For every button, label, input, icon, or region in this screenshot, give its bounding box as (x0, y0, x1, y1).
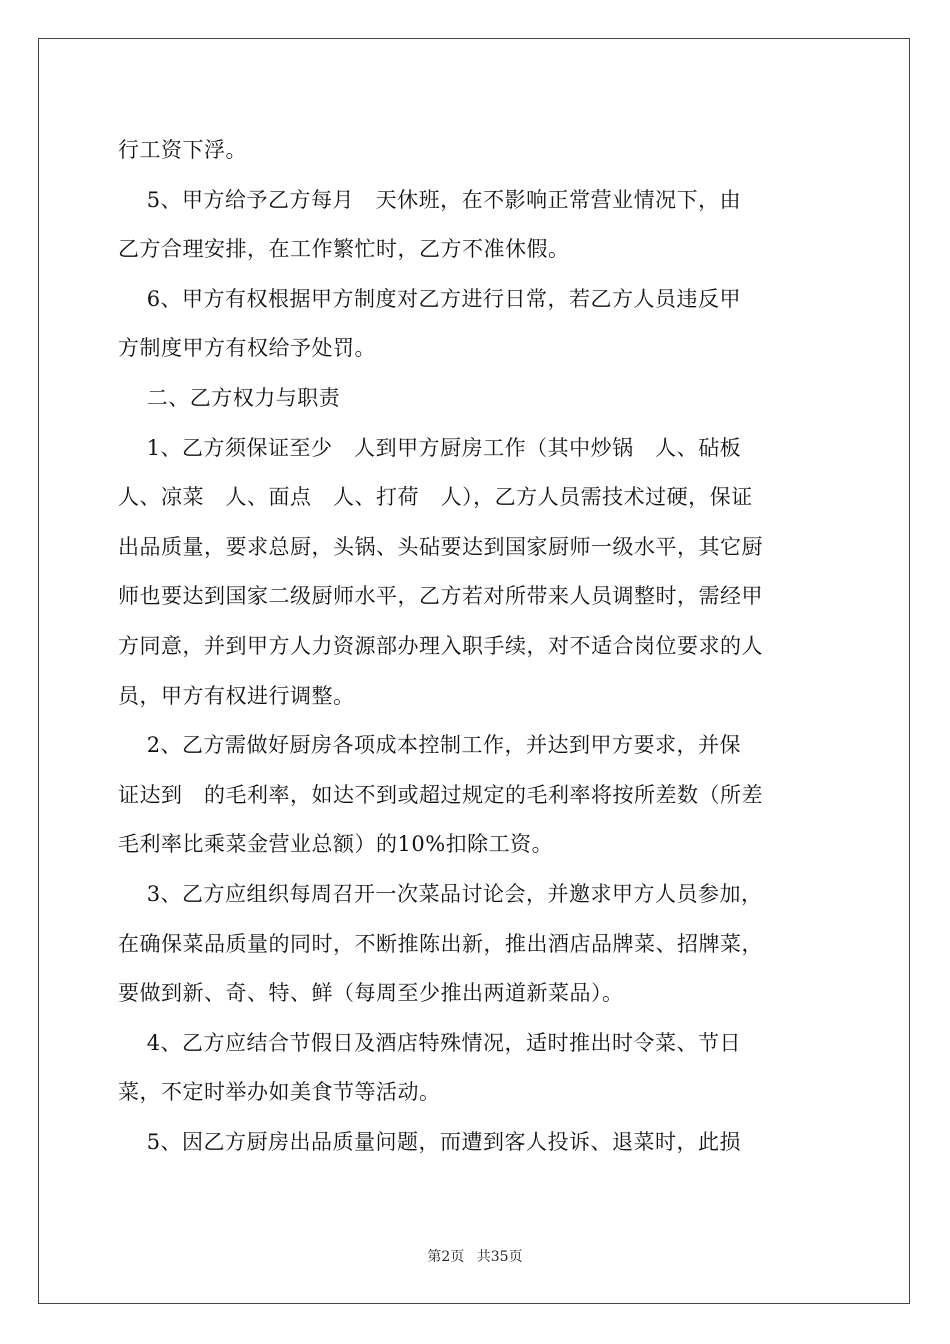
page-footer (0, 1246, 950, 1266)
text-line: 方同意，并到甲方人力资源部办理入职手续，对不适合岗位要求的人 (118, 633, 763, 658)
text-line: 员，甲方有权进行调整。 (118, 683, 355, 708)
text-line: 6、甲方有权根据甲方制度对乙方进行日常，若乙方人员违反甲 (118, 286, 742, 311)
text-line: 方制度甲方有权给予处罚。 (118, 336, 376, 361)
text-line: 乙方合理安排，在工作繁忙时，乙方不准休假。 (118, 237, 570, 262)
text-line: 师也要达到国家二级厨师水平，乙方若对所带来人员调整时，需经甲 (118, 584, 763, 609)
section-heading: 二、乙方权力与职责 (118, 385, 341, 410)
text-line: 行工资下浮。 (118, 138, 247, 162)
text-line: 2、乙方需做好厨房各项成本控制工作，并达到甲方要求，并保 (118, 733, 742, 758)
text-line: 出品质量，要求总厨，头锅、头砧要达到国家厨师一级水平，其它厨 (118, 534, 763, 559)
text-line: 毛利率比乘菜金营业总额）的10%扣除工资。 (118, 832, 554, 857)
text-line: 1、乙方须保证至少 人到甲方厨房工作（其中炒锅 人、砧板 (118, 435, 742, 460)
text-line: 5、因乙方厨房出品质量问题，而遭到客人投诉、退菜时，此损 (118, 1129, 742, 1154)
text-line: 证达到 的毛利率，如达不到或超过规定的毛利率将按所差数（所差 (118, 782, 764, 807)
text-line: 5、甲方给予乙方每月 天休班，在不影响正常营业情况下，由 (118, 187, 742, 212)
text-line: 3、乙方应组织每周召开一次菜品讨论会，并邀求甲方人员参加， (118, 881, 763, 906)
text-line: 要做到新、奇、特、鲜（每周至少推出两道新菜品）。 (118, 981, 624, 1006)
document-body (118, 126, 838, 1167)
page-number: 第2页 (427, 1249, 465, 1265)
text-line: 菜，不定时举办如美食节等活动。 (118, 1080, 441, 1105)
text-line: 在确保菜品质量的同时，不断推陈出新，推出酒店品牌菜、招牌菜， (118, 931, 763, 956)
text-line: 4、乙方应结合节假日及酒店特殊情况，适时推出时令菜、节日 (118, 1030, 742, 1055)
page-total: 共35页 (476, 1249, 523, 1265)
text-line: 人、凉菜 人、面点 人、打荷 人），乙方人员需技术过硬，保证 (118, 485, 753, 510)
